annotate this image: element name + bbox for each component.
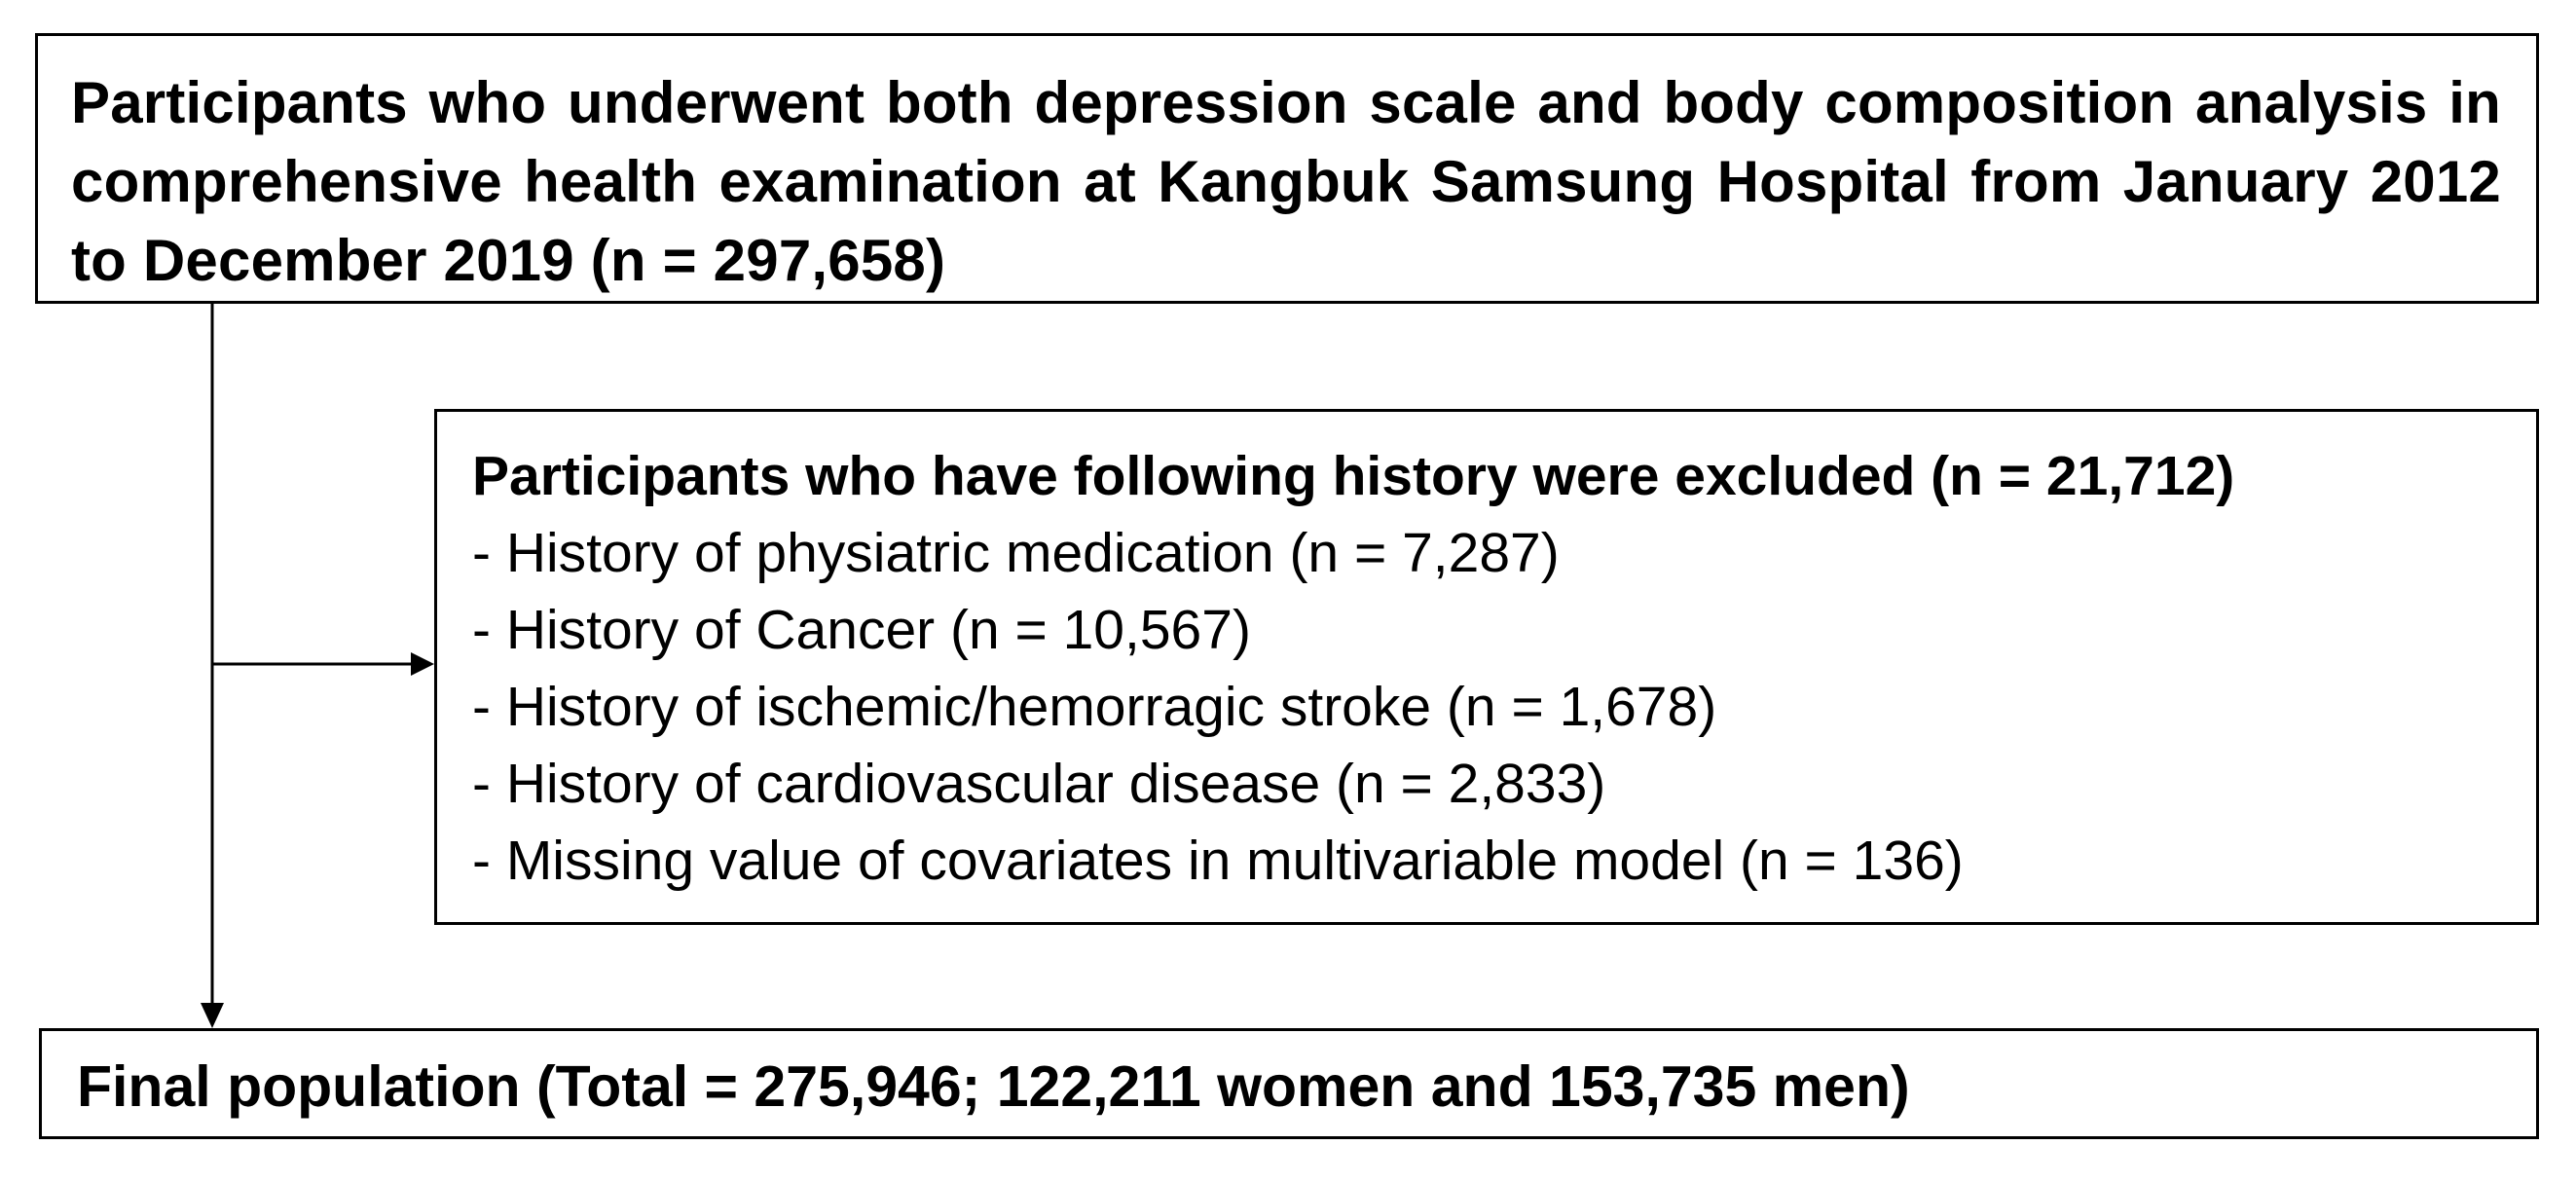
exclusion-item: - History of ischemic/hemorragic stroke (n = 1,678) — [472, 676, 1717, 738]
right-arrowhead — [411, 652, 434, 676]
exclusion-item: - History of cardiovascular disease (n = 2,833) — [472, 753, 1606, 815]
exclusion-heading: Participants who have following history were excluded (n = 21,712) — [472, 445, 2235, 507]
exclusion-item: - History of physiatric medication (n = 7,287) — [472, 522, 1560, 584]
exclusion-box — [434, 409, 2539, 925]
enrollment-text: Participants who underwent both depression scale and body composition analysis in comprehensive health examination at Kangbuk Samsung Hospital from January 2012 to December 2019 (n = 297,658) — [71, 70, 2501, 293]
final-population-text: Final population (Total = 275,946; 122,211 women and 153,735 men) — [77, 1054, 1910, 1119]
exclusion-item: - History of Cancer (n = 10,567) — [472, 599, 1251, 661]
enrollment-box — [35, 33, 2539, 304]
final-population-box — [39, 1028, 2539, 1139]
exclusion-item: - Missing value of covariates in multivariable model (n = 136) — [472, 830, 1964, 892]
down-arrowhead — [201, 1003, 224, 1028]
